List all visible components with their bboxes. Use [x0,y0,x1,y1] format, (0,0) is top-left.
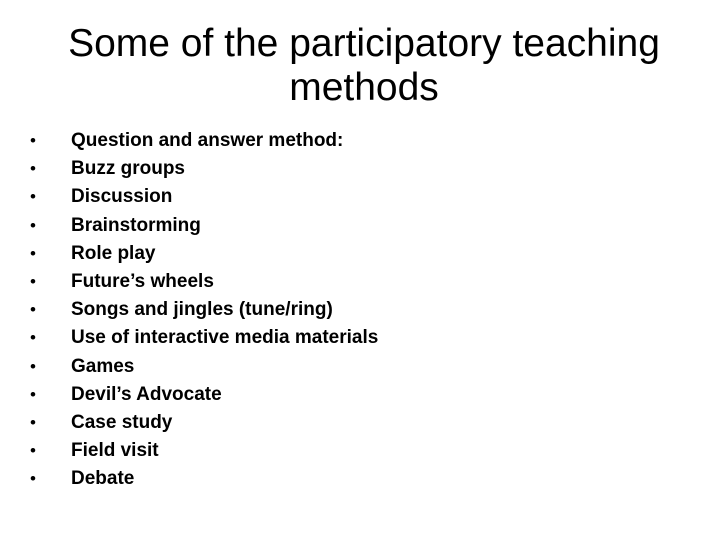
slide-title [36,22,692,110]
bullet-icon: • [30,356,36,376]
bullet-text: Role play [71,242,156,264]
bullet-text: Devil’s Advocate [71,383,222,405]
bullet-icon: • [30,469,36,489]
bullet-text: Games [71,355,135,377]
slide-title-line-2: methods [289,66,439,109]
bullet-text: Discussion [71,186,173,208]
bullet-icon: • [30,441,36,461]
bullet-text: Songs and jingles (tune/ring) [71,299,333,321]
bullet-icon: • [30,300,36,320]
bullet-icon: • [30,271,36,291]
bullet-icon: • [30,131,36,150]
bullet-text: Debate [71,468,135,490]
bullet-icon: • [30,159,36,179]
bullet-text: Buzz groups [71,158,185,180]
bullet-icon: • [30,412,36,432]
bullet-icon: • [30,215,36,235]
bullet-text: Question and answer method: [71,130,344,151]
slide-title-line-1: Some of the participatory teaching [68,22,660,65]
bullet-text: Case study [71,411,173,433]
bullet-icon: • [30,384,36,404]
bullet-text: Field visit [71,440,159,462]
bullet-icon: • [30,328,36,348]
bullet-icon: • [30,187,36,207]
bullet-text: Use of interactive media materials [71,327,379,349]
bullet-text: Brainstorming [71,214,201,236]
bullet-icon: • [30,243,36,263]
bullet-text: Future’s wheels [71,270,214,292]
